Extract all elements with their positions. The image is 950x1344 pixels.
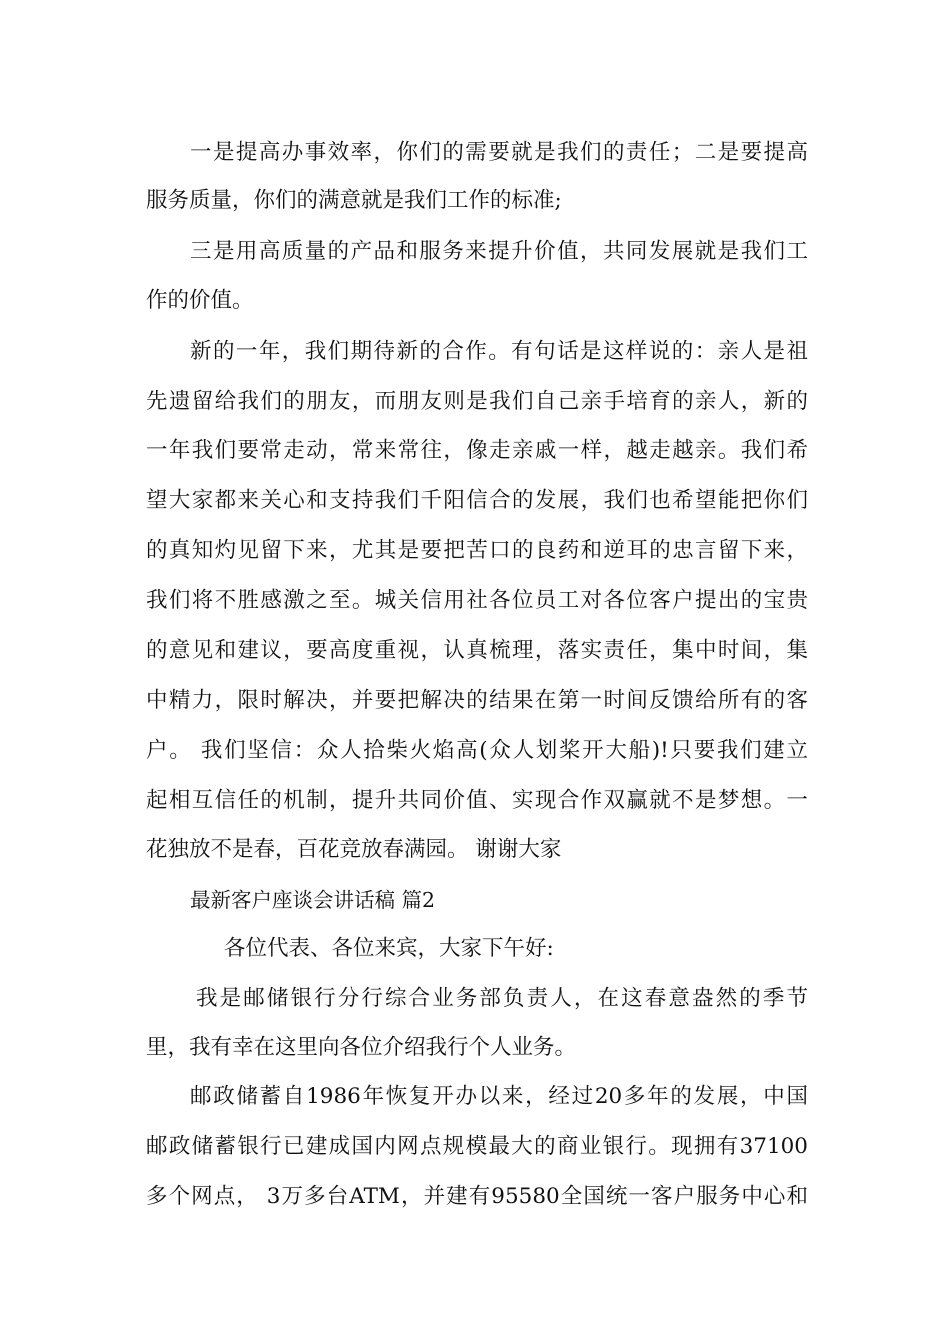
text-line: 新的一年，我们期待新的合作。有句话是这样说的：亲人是祖 [190, 339, 808, 364]
text-line: 作的价值。 [146, 288, 254, 313]
text-line: 邮政储蓄自1986年恢复开办以来，经过20多年的发展，中国 [190, 1084, 808, 1109]
text-line: 中精力，限时解决，并要把解决的结果在第一时间反馈给所有的客 [146, 688, 808, 713]
text-line: 的意见和建议，要高度重视，认真梳理，落实责任，集中时间，集 [146, 638, 808, 663]
text-line: 邮政储蓄银行已建成国内网点规模最大的商业银行。现拥有37100 [146, 1134, 808, 1159]
text-line: 多个网点， 3万多台ATM，并建有95580全国统一客户服务中心和 [146, 1184, 808, 1209]
text-line: 一年我们要常走动，常来常往，像走亲戚一样，越走越亲。我们希 [146, 438, 808, 463]
text-line: 起相互信任的机制，提升共同价值、实现合作双赢就不是梦想。一 [146, 788, 808, 813]
text-line: 一是提高办事效率，你们的需要就是我们的责任；二是要提高 [190, 140, 808, 165]
text-line: 里，我有幸在这里向各位介绍我行个人业务。 [146, 1035, 577, 1060]
text-line: 花独放不是春，百花竞放春满园。 谢谢大家 [146, 837, 562, 862]
text-line: 我们将不胜感激之至。城关信用社各位员工对各位客户提出的宝贵 [146, 588, 808, 613]
greeting-line: 各位代表、各位来宾，大家下午好: [224, 936, 554, 961]
text-line: 的真知灼见留下来，尤其是要把苦口的良药和逆耳的忠言留下来， [146, 538, 808, 563]
text-line: 先遗留给我们的朋友，而朋友则是我们自己亲手培育的亲人，新的 [146, 389, 808, 414]
section-heading: 最新客户座谈会讲话稿 篇2 [190, 888, 436, 912]
text-line: 户。 我们坚信：众人拾柴火焰高(众人划桨开大船)!只要我们建立 [146, 738, 808, 763]
text-line: 服务质量，你们的满意就是我们工作的标准; [146, 188, 562, 213]
text-line: 望大家都来关心和支持我们千阳信合的发展，我们也希望能把你们 [146, 488, 808, 513]
text-line: 三是用高质量的产品和服务来提升价值，共同发展就是我们工 [190, 239, 808, 264]
text-line: 我是邮储银行分行综合业务部负责人，在这春意盎然的季节 [196, 986, 808, 1011]
